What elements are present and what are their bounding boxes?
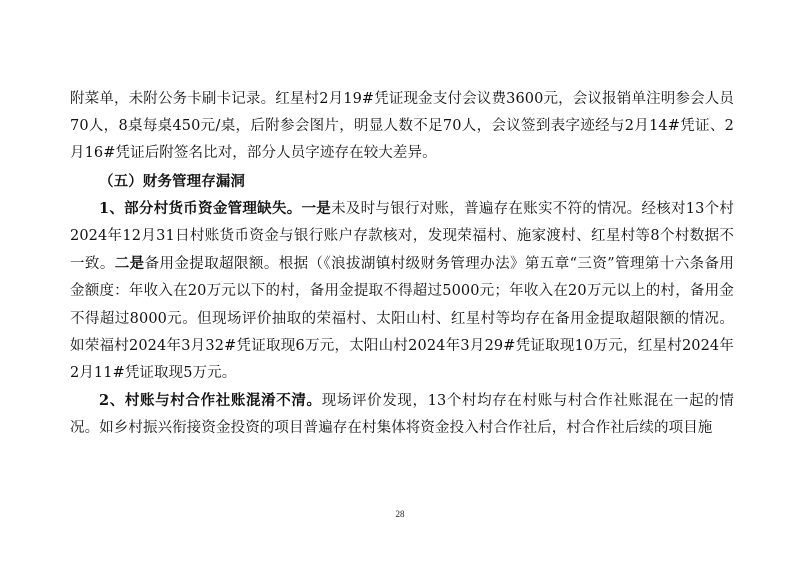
document-body: [70, 86, 734, 443]
item-1-text-2: 备用金提取超限额。根据（《浪拔湖镇村级财务管理办法》第五章“三资”管理第十六条备用金额度：年收入在20万元以下的村，备用金提取不得超过5000元；年收入在20万元以上的村，备用金不得超过8000元。但现场评价抽取的荣福村、太阳山村、红星村等均存在备用金提取超限额的情况。如荣福村2024年3月32#凭证取现6万元，太阳山村2024年3月29#凭证取现10万元，红星村2024年2月11#凭证取现5万元。: [70, 256, 735, 382]
item-1-marker-2: 二是: [114, 255, 145, 273]
item-1-lead: 1、部分村货币资金管理缺失。: [99, 199, 302, 217]
item-1-text-1: 未及时与银行对账，普遍存在账实不符的情况。经核对13个村2024年12月31日村账货币资金与银行账户存款核对，发现荣福村、施家渡村、红星村等8个村数据不一致。: [70, 200, 734, 273]
paragraph-item-2: [70, 387, 734, 442]
paragraph-continued: [70, 86, 734, 168]
section-heading: （五）财务管理存漏洞: [99, 172, 245, 190]
page-number: 28: [395, 509, 405, 519]
item-2-lead: 2、村账与村合作社账混淆不清。: [99, 392, 322, 410]
item-2-text: 现场评价发现，13个村均存在村账与村合作社账混在一起的情况。如乡村振兴衔接资金投资的项目普遍存在村集体将资金投入村合作社后，村合作社后续的项目施: [70, 393, 735, 437]
paragraph-item-1: [70, 195, 734, 387]
paragraph-text: 附菜单，未附公务卡刷卡记录。红星村2月19#凭证现金支付会议费3600元，会议报销单注明参会人员70人，8桌每桌450元/桌，后附参会图片，明显人数不足70人，会议签到表字迹经与2月14#凭证、2月16#凭证后附签名比对，部分人员字迹存在较大差异。: [70, 91, 734, 162]
item-1-marker-1: 一是: [301, 199, 332, 217]
